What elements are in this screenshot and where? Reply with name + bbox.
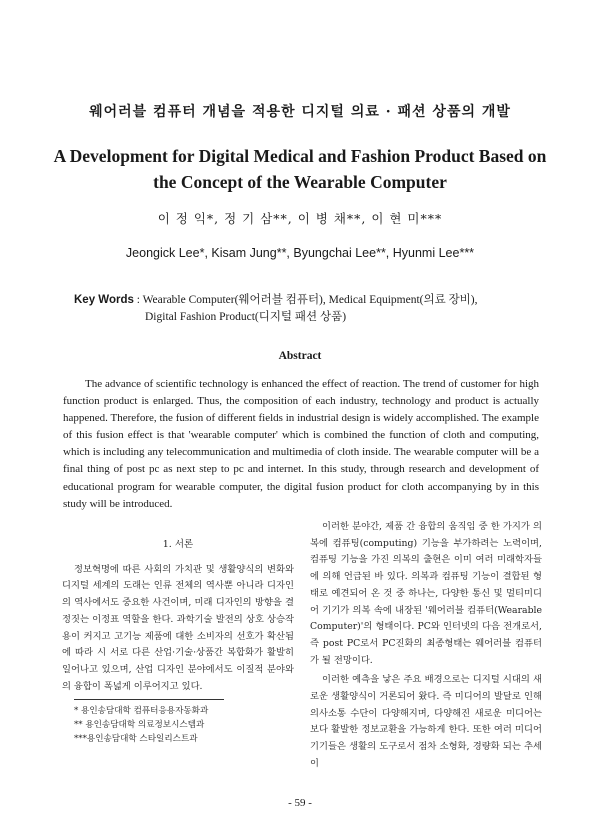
keywords-line-1: : Wearable Computer(웨어러블 컴퓨터), Medical Equipment(의료 장비), bbox=[136, 294, 478, 306]
intro-right-paragraph-1: 이러한 분야간, 제품 간 융합의 움직임 중 한 가지가 의복에 컴퓨팅(computing) 기능을 부가하려는 노력이며, 컴퓨팅 기능을 가진 의복의 출현은 이미 여러 미래학자들에 의해 언급된 바 있다. 의복과 컴퓨팅 기능이 결합된 형태로 예견되어 온 것 중 하나는, 다양한 통신 및 멀티미디어 기기가 의복 속에 내장된 '웨어러블 컴퓨터(Wearable Computer)'의 형태이다. PC와 인터넷의 다음 전개로서, 즉 post PC로서 PC진화의 최종형태는 웨어러블 컴퓨터가 될 전망이다. bbox=[310, 521, 542, 666]
right-column bbox=[310, 519, 542, 776]
intro-right-paragraph-2: 이러한 예측을 낳은 주요 배경으로는 디지털 시대의 새로운 생활양식이 거론되어 왔다. 즉 미디어의 발달로 인해 의사소통 수단이 다양해지며, 다양해진 새로운 미디어는 보다 활발한 정보교환을 가능하게 한다. 또한 여러 미디어 기기들은 생활의 도구로서 점차 소형화, 경량화 되는 추세이 bbox=[310, 674, 542, 769]
abstract-heading: Abstract bbox=[278, 350, 322, 362]
footnote-2: ** 용인송담대학 의료정보시스템과 bbox=[74, 720, 205, 731]
authors-english: Jeongick Lee*, Kisam Jung**, Byungchai Lee**, Hyunmi Lee*** bbox=[125, 246, 475, 260]
page-number: - 59 - bbox=[288, 797, 312, 809]
keywords-line-2: Digital Fashion Product(디지털 패션 상품) bbox=[145, 311, 347, 323]
intro-left-paragraph: 정보혁명에 따른 사회의 가치관 및 생활양식의 변화와 디지털 세계의 도래는 인류 전체의 역사뿐 아니라 디자인의 역사에서도 중요한 사건이며, 미래 디자인의 방향을 결정짓는 이정표 역할을 한다. 과학기술 발전의 상호 상승작용이 커지고 고기능 제품에 대한 소비자의 선호가 확산됨에 따라 시 서로 다른 산업·기술·상품간 복합화가 활발히 일어나고 있으며, 산업 디자인 분야에서도 이질적 분야와의 융합이 폭넓게 이루어지고 있다. bbox=[62, 563, 294, 692]
left-column bbox=[62, 537, 294, 746]
footnote-1: * 용인송담대학 컴퓨터응용자동화과 bbox=[74, 706, 209, 717]
keywords-label: Key Words bbox=[74, 294, 134, 306]
footnote-divider bbox=[74, 699, 224, 700]
footnote-3: ***용인송담대학 스타일리스트과 bbox=[74, 734, 198, 745]
title-korean: 웨어러블 컴퓨터 개념을 적용한 디지털 의료 · 패션 상품의 개발 bbox=[89, 104, 511, 120]
keywords bbox=[74, 292, 554, 326]
authors-korean: 이 정 익*, 정 기 삼**, 이 병 채**, 이 현 미*** bbox=[157, 211, 443, 226]
title-english-line-2: the Concept of the Wearable Computer bbox=[153, 172, 447, 192]
intro-heading: 1. 서론 bbox=[162, 539, 194, 550]
title-english bbox=[0, 143, 600, 195]
abstract-body: The advance of scientific technology is enhanced the effect of reaction. The trend of customer for high function product is enlarged. Thus, the composition of each industry, technology and product is actually happened. Therefore, the fusion of different fields in industrial design is widely accomplished. The example of this fusion effect is that 'wearable computer' which is combined the function of cloth and computing, which is including any telecommunication and multimedia of cloth inside. The wearable computer will be a final thing of post pc as next step to pc and internet. In this study, through research and development of educational program for wearable computer, the digital fusion product for cloth accompanying by in this study will be introduced. bbox=[63, 378, 539, 510]
title-english-line-1: A Development for Digital Medical and Fashion Product Based on bbox=[53, 146, 547, 166]
